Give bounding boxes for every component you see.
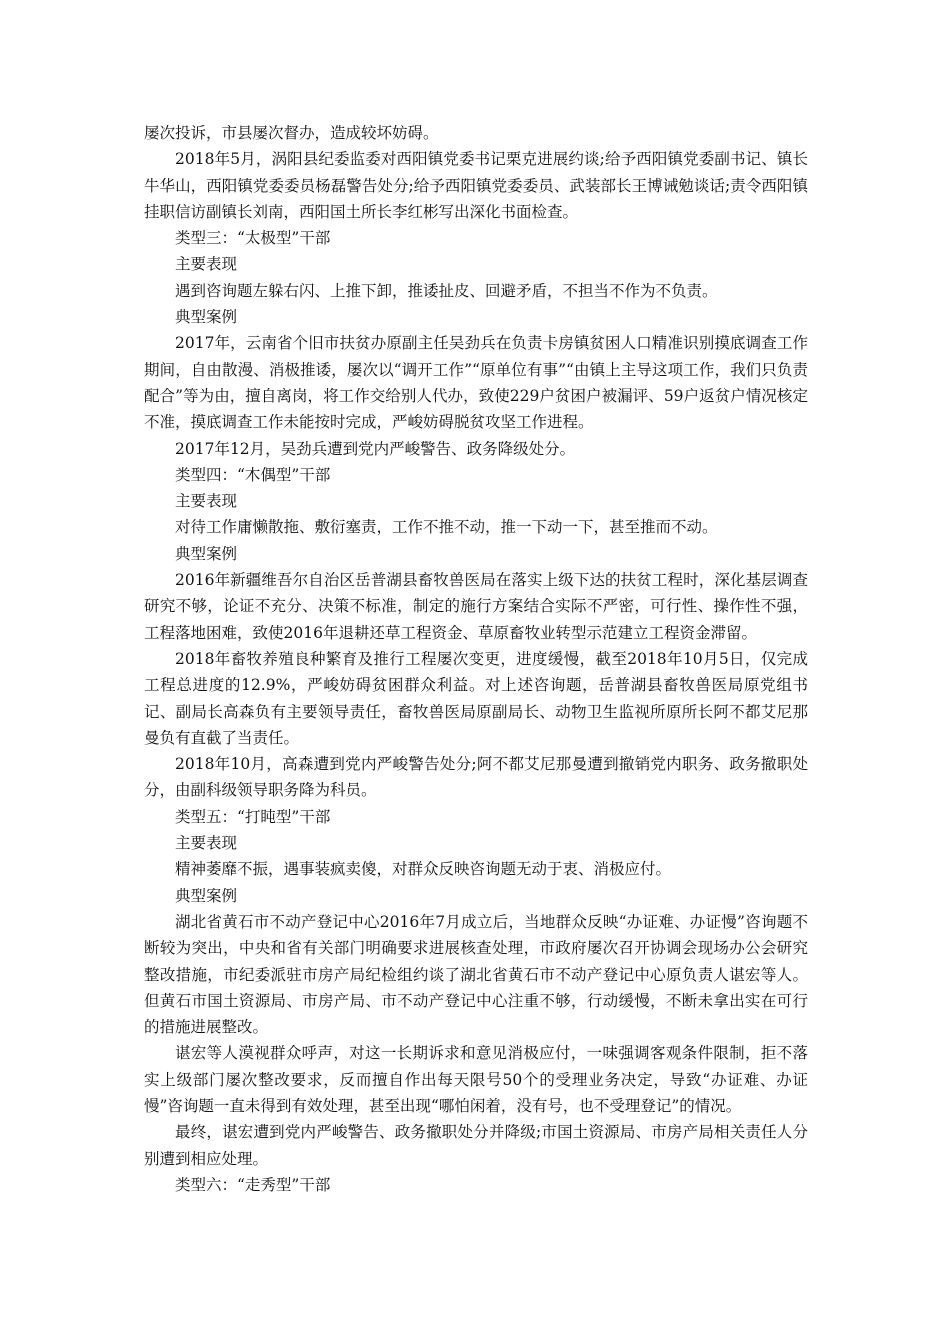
section-heading: 类型三：“太极型”干部	[175, 229, 331, 248]
subheading: 主要表现	[175, 255, 238, 274]
paragraph: 2018年畜牧养殖良种繁育及推行工程屡次变更，进度缓慢，截至2018年10月5日，仅完成工程总进度的12.9%，严峻妨碍贫困群众利益。对上述咨询题，岳普湖县畜牧兽医局原党组书记、副局长高森负有主要领导责任，畜牧兽医局原副局长、动物卫生监视所原所长阿不都艾尼那曼负有直截了当责任。	[144, 649, 808, 747]
paragraph: 2018年5月，涡阳县纪委监委对西阳镇党委书记栗克进展约谈;给予西阳镇党委副书记、镇长牛华山，西阳镇党委委员杨磊警告处分;给予西阳镇党委委员、武装部长王博诫勉谈话;责令西阳镇挂职信访副镇长刘南，西阳国土所长李红彬写出深化书面检查。	[144, 150, 808, 221]
paragraph: 2018年10月，高森遭到党内严峻警告处分;阿不都艾尼那曼遭到撤销党内职务、政务撤职处分，由副科级领导职务降为科员。	[144, 755, 808, 800]
paragraph: 湖北省黄石市不动产登记中心2016年7月成立后，当地群众反映“办证难、办证慢”咨询题不断较为突出，中央和省有关部门明确要求进展核查处理，市政府屡次召开协调会现场办公会研究整改措施，市纪委派驻市房产局纪检组约谈了湖北省黄石市不动产登记中心原负责人谌宏等人。但黄石市国土资源局、市房产局、市不动产登记中心注重不够，行动缓慢，不断未拿出实在可行的措施进展整改。	[144, 912, 808, 1037]
section-heading: 类型五：“打盹型”干部	[175, 807, 331, 826]
paragraph: 对待工作庸懒散拖、敷衍塞责，工作不推不动，推一下动一下，甚至推而不动。	[175, 518, 718, 537]
paragraph: 遇到咨询题左躲右闪、上推下卸，推诿扯皮、回避矛盾，不担当不作为不负责。	[175, 281, 718, 300]
paragraph: 2017年，云南省个旧市扶贫办原副主任吴劲兵在负责卡房镇贫困人口精准识别摸底调查工作期间，自由散漫、消极推诿，屡次以“调开工作”“原单位有事”“由镇上主导这项工作，我们只负责配合”等为由，擅自离岗，将工作交给别人代办，致使229户贫困户被漏评、59户返贫户情况核定不准，摸底调查工作未能按时完成，严峻妨碍脱贫攻坚工作进程。	[144, 334, 808, 432]
document-body	[144, 120, 808, 1198]
paragraph: 屡次投诉，市县屡次督办，造成较坏妨碍。	[144, 124, 439, 142]
subheading: 典型案例	[175, 886, 238, 905]
subheading: 主要表现	[175, 834, 238, 853]
paragraph: 2016年新疆维吾尔自治区岳普湖县畜牧兽医局在落实上级下达的扶贫工程时，深化基层调查研究不够，论证不充分、决策不标准，制定的施行方案结合实际不严密，可行性、操作性不强，工程落地困难，致使2016年退耕还草工程资金、草原畜牧业转型示范建立工程资金滞留。	[144, 571, 808, 642]
section-heading: 类型六：“走秀型”干部	[175, 1175, 331, 1194]
subheading: 典型案例	[175, 544, 238, 563]
subheading: 典型案例	[175, 308, 238, 327]
section-heading: 类型四：“木偶型”干部	[175, 465, 331, 484]
paragraph: 精神萎靡不振，遇事装疯卖傻，对群众反映咨询题无动于衷、消极应付。	[175, 860, 672, 879]
paragraph: 2017年12月，吴劲兵遭到党内严峻警告、政务降级处分。	[175, 439, 576, 458]
paragraph: 谌宏等人漠视群众呼声，对这一长期诉求和意见消极应付，一味强调客观条件限制，拒不落实上级部门屡次整改要求，反而擅自作出每天限号50个的受理业务决定，导致“办证难、办证慢”咨询题一直未得到有效处理，甚至出现“哪怕闲着，没有号，也不受理登记”的情况。	[144, 1044, 808, 1115]
subheading: 主要表现	[175, 492, 238, 511]
paragraph: 最终，谌宏遭到党内严峻警告、政务撤职处分并降级;市国土资源局、市房产局相关责任人分别遭到相应处理。	[144, 1123, 808, 1168]
